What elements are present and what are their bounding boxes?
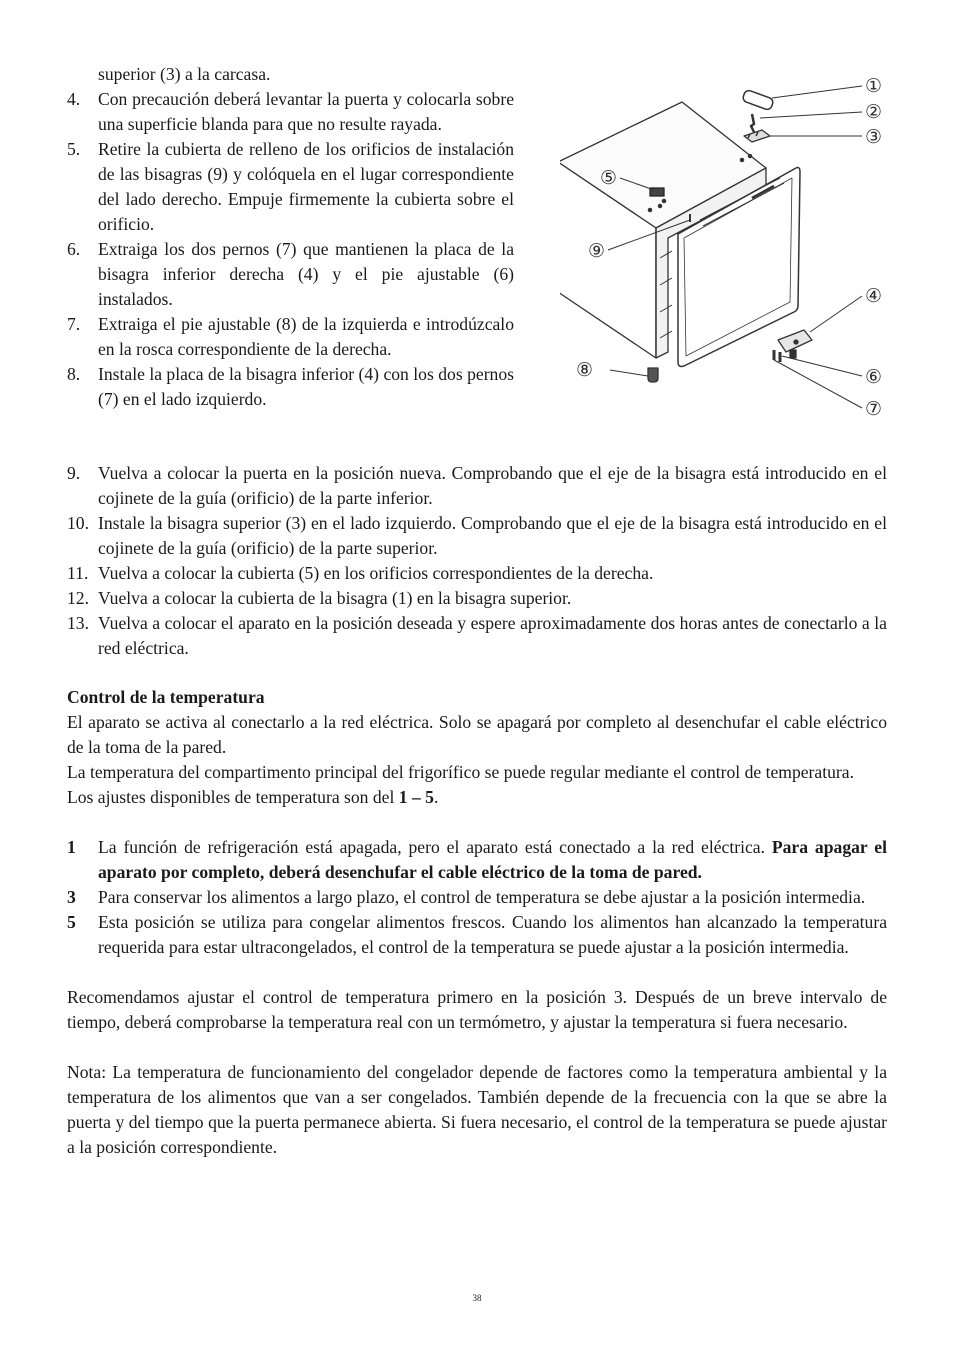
setting-text: Esta posición se utiliza para congelar alimentos frescos. Cuando los alimentos han alcanzado la temperatura requerida para estar ultracongelados, el control de la temperatura se puede ajustar a la posición intermedia. [98,912,887,957]
step-number: 6. [67,239,81,259]
page-number: 38 [472,1293,482,1303]
step-item [67,511,887,561]
step-item [67,561,887,586]
callout-8: ⑧ [576,359,594,381]
step-text: Retire la cubierta de relleno de los orificios de instalación de las bisagras (9) y colóquela en el lugar correspondiente del lado derecho. Empuje firmemente la cubierta sobre el orificio. [98,139,514,234]
step-text: Vuelva a colocar el aparato en la posición deseada y espere aproximadamente dos horas antes de conectarlo a la red eléctrica. [98,613,887,658]
step-item [67,611,887,661]
setting-number: 3 [67,887,76,907]
step-item [67,362,514,412]
setting-emphasis: Para apagar el aparato por completo, deberá desenchufar el cable eléctrico de la toma de pared. [98,837,887,882]
step-item [67,237,514,312]
paragraph: Nota: La temperatura de funcionamiento del congelador depende de factores como la temperatura ambiental y la temperatura de los alimentos que van a ser congelados. También depende de la frecuencia con la que se abre la puerta y del tiempo que la puerta permanece abierta. Si fuera necesario, el control de la temperatura se puede ajustar a la posición correspondiente. [67,1062,887,1157]
setting-text: Para conservar los alimentos a largo plazo, el control de temperatura se debe ajustar a la posición intermedia. [98,887,866,907]
step-item [67,87,514,137]
setting-item [67,885,887,910]
setting-item [67,910,887,960]
step-number: 9. [67,463,81,483]
setting-number: 5 [67,912,76,932]
callout-1: ① [865,75,883,97]
callout-6: ⑥ [865,366,883,388]
continuation-line: superior (3) a la carcasa. [98,64,271,84]
step-number: 12. [67,588,89,608]
step-number: 11. [67,563,89,583]
step-text: Con precaución deberá levantar la puerta y colocarla sobre una superficie blanda para que no resulte rayada. [98,89,514,134]
temperature-control-section [67,685,887,1160]
step-number: 7. [67,314,81,334]
paragraph: Recomendamos ajustar el control de temperatura primero en la posición 3. Después de un breve intervalo de tiempo, deberá comprobarse la temperatura real con un termómetro, y ajustar la temperatura si fuera necesario. [67,987,887,1032]
step-text: Instale la bisagra superior (3) en el lado izquierdo. Comprobando que el eje de la bisagra está introducido en el cojinete de la guía (orificio) de la parte superior. [98,513,887,558]
callout-3: ③ [865,126,883,148]
step-text: Instale la placa de la bisagra inferior (4) con los dos pernos (7) en el lado izquierdo. [98,364,514,409]
step-number: 10. [67,513,89,533]
setting-item [67,835,887,885]
step-number: 13. [67,613,89,633]
step-item [67,312,514,362]
step-number: 8. [67,364,81,384]
callout-9: ⑨ [588,240,606,262]
fridge-door-reversal-diagram [560,70,900,430]
callout-4: ④ [865,285,883,307]
setting-number: 1 [67,837,76,857]
text-run: Los ajustes disponibles de temperatura son del [67,787,399,807]
section-heading: Control de la temperatura [67,687,265,707]
setting-text: La función de refrigeración está apagada, pero el aparato está conectado a la red eléctrica. [98,837,772,857]
callout-5: ⑤ [600,167,618,189]
paragraph: La temperatura del compartimento principal del frigorífico se puede regular mediante el control de temperatura. [67,762,854,782]
text-run: . [433,787,439,807]
step-text: Extraiga los dos pernos (7) que mantienen la placa de la bisagra inferior derecha (4) y el pie ajustable (6) instalados. [98,239,514,309]
range-value: 1 – 5 [398,787,434,807]
step-text: Vuelva a colocar la cubierta (5) en los orificios correspondientes de la derecha. [98,563,654,583]
step-item [67,137,514,237]
temperature-settings-list [67,835,887,960]
paragraph: El aparato se activa al conectarlo a la red eléctrica. Solo se apagará por completo al desenchufar el cable eléctrico de la toma de la pared. [67,712,887,757]
step-number: 5. [67,139,81,159]
step-number: 4. [67,89,81,109]
paragraph [67,785,887,810]
step-text: Vuelva a colocar la cubierta de la bisagra (1) en la bisagra superior. [98,588,572,608]
callout-2: ② [865,101,883,123]
step-text: Extraiga el pie ajustable (8) de la izquierda e introdúzcalo en la rosca correspondiente de la derecha. [98,314,514,359]
step-text: Vuelva a colocar la puerta en la posición nueva. Comprobando que el eje de la bisagra está introducido en el cojinete de la guía (orificio) de la parte inferior. [98,463,887,508]
steps-list-top [67,87,514,412]
step-item [67,586,887,611]
steps-list-bottom [67,461,887,661]
step-item [67,461,887,511]
callout-7: ⑦ [865,398,883,420]
